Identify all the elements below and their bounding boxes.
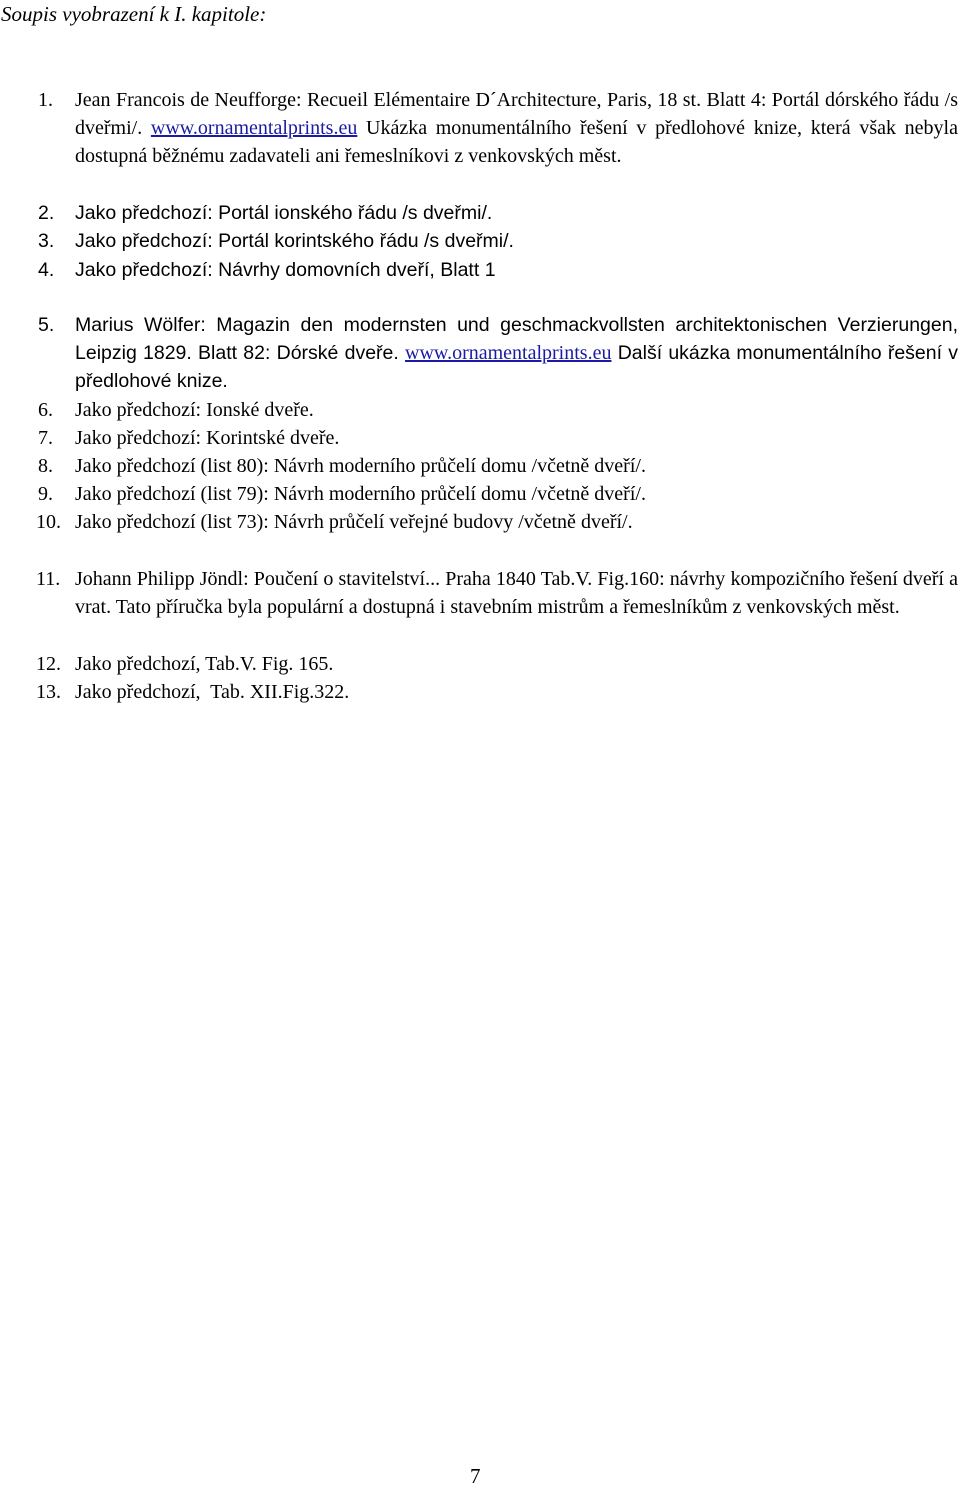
item-text: Jako předchozí: Portál korintského řádu /s dveřmi/. — [75, 230, 514, 252]
item-number: 7. — [38, 427, 53, 449]
item-number: 1. — [38, 89, 53, 111]
item-text: Jako předchozí, Tab. XII.Fig.322. — [75, 681, 350, 703]
item-text-part: Marius Wölfer: Magazin den modernsten und geschmackvollsten architektonischen Verzierungen, Leipzig 1829. Blatt 82: Dórské dveře. — [75, 314, 958, 364]
item-number: 9. — [38, 483, 53, 505]
item-text: Jako předchozí (list 73): Návrh průčelí veřejné budovy /včetně dveří/. — [75, 511, 633, 533]
page-number: 7 — [470, 1464, 481, 1488]
item-text-part: Další ukázka monumentálního řešení v předlohové knize. — [75, 342, 959, 392]
item-number: 10. — [36, 511, 61, 533]
item-text-part: Ukázka monumentálního řešení v předlohové knize, která však nebyla dostupná běžnému zadavateli ani řemeslníkovi z venkovských měst. — [75, 117, 958, 167]
item-text: Jako předchozí, Tab.V. Fig. 165. — [75, 653, 334, 675]
item-number: 13. — [36, 681, 61, 703]
item-number: 4. — [38, 259, 55, 281]
ornamentalprints-link[interactable]: www.ornamentalprints.eu — [405, 342, 612, 364]
item-text — [75, 311, 958, 395]
item-text-part: Jean Francois de Neufforge: Recueil Elémentaire D´Architecture, Paris, 18 st. Blatt 4: Portál dórského řádu /s dveřmi/. — [75, 89, 958, 139]
item-number: 12. — [36, 653, 61, 675]
page-heading: Soupis vyobrazení k I. kapitole: — [1, 2, 267, 26]
item-text: Jako předchozí: Ionské dveře. — [75, 399, 314, 421]
item-number: 3. — [38, 230, 55, 252]
item-number: 5. — [38, 314, 55, 336]
item-text: Jako předchozí (list 80): Návrh moderního průčelí domu /včetně dveří/. — [75, 455, 646, 477]
item-text: Jako předchozí: Návrhy domovních dveří, Blatt 1 — [75, 259, 496, 281]
item-number: 6. — [38, 399, 53, 421]
item-text: Jako předchozí (list 79): Návrh moderního průčelí domu /včetně dveří/. — [75, 483, 646, 505]
ornamentalprints-link[interactable]: www.ornamentalprints.eu — [150, 117, 358, 139]
item-text — [75, 86, 958, 170]
item-number: 11. — [36, 568, 61, 590]
item-text: Jako předchozí: Portál ionského řádu /s dveřmi/. — [75, 202, 493, 224]
item-number: 2. — [38, 202, 55, 224]
item-text: Jako předchozí: Korintské dveře. — [75, 427, 340, 449]
item-text: Johann Philipp Jöndl: Poučení o stavitelství... Praha 1840 Tab.V. Fig.160: návrhy kompozičního řešení dveří a vrat. Tato příručka byla populární a dostupná i stavebním mistrům a řemeslníkům z venkovských měst. — [75, 568, 958, 618]
item-number: 8. — [38, 455, 53, 477]
